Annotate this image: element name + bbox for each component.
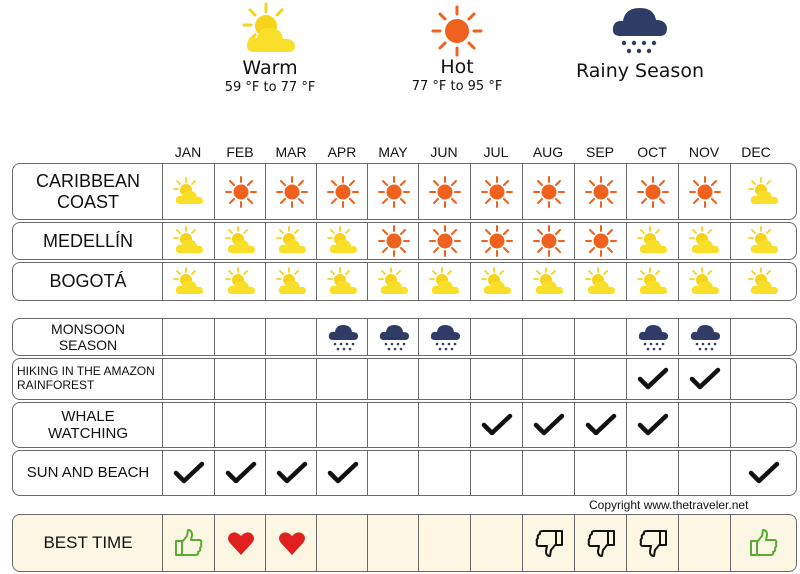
month-cell [470, 319, 522, 355]
hot-sun-icon [327, 176, 359, 208]
warm-icon [240, 2, 300, 58]
month-cell [367, 515, 419, 571]
month-cell [522, 164, 574, 219]
month-label: APR [327, 144, 357, 160]
month-cell [214, 319, 266, 355]
month-cell [316, 403, 368, 447]
rain-cloud-icon [689, 322, 721, 352]
month-cell [470, 164, 522, 219]
warm-sun-cloud-icon [688, 226, 722, 256]
hot-sun-icon [276, 176, 308, 208]
month-cell [367, 359, 419, 399]
month-cell [626, 263, 678, 300]
month-label: DEC [741, 144, 771, 160]
warm-sun-cloud-icon [172, 267, 206, 297]
hot-sun-icon [429, 176, 461, 208]
month-cell [265, 263, 317, 300]
checkmark-icon [481, 413, 513, 437]
month-cell [265, 359, 317, 399]
month-cell [522, 515, 574, 571]
month-cell [470, 451, 522, 495]
legend-rainy [555, 2, 725, 81]
month-cell [367, 403, 419, 447]
checkmark-icon [225, 461, 257, 485]
month-cell [316, 515, 368, 571]
hot-sun-icon [533, 225, 565, 257]
month-cell [470, 223, 522, 259]
activity-row [12, 318, 797, 356]
warm-sun-cloud-icon [532, 267, 566, 297]
month-cell [162, 403, 214, 447]
thumbs-down-icon [638, 528, 668, 558]
warm-sun-cloud-icon [377, 267, 411, 297]
month-cell [678, 223, 730, 259]
warm-sun-cloud-icon [275, 267, 309, 297]
month-cell [730, 359, 796, 399]
warm-sun-cloud-icon [636, 226, 670, 256]
warm-sun-cloud-icon [480, 267, 514, 297]
hot-sun-icon [585, 225, 617, 257]
month-cell [162, 359, 214, 399]
month-cell [316, 359, 368, 399]
checkmark-icon [327, 461, 359, 485]
month-cell [214, 359, 266, 399]
month-cell [265, 164, 317, 219]
row-label: BEST TIME [43, 533, 133, 553]
warm-sun-cloud-icon [224, 226, 258, 256]
hot-sun-icon [585, 176, 617, 208]
hot-sun-icon [481, 176, 513, 208]
month-cell [678, 263, 730, 300]
month-cell [418, 319, 470, 355]
warm-sun-cloud-icon [428, 267, 462, 297]
warm-sun-cloud-icon [224, 267, 258, 297]
weather-row [12, 222, 797, 260]
rain-cloud-icon [429, 322, 461, 352]
warm-sun-cloud-icon [326, 226, 360, 256]
hot-sun-icon [378, 176, 410, 208]
month-cell [214, 164, 266, 219]
month-cell [574, 359, 626, 399]
month-label: JUL [483, 144, 509, 160]
month-cell [418, 515, 470, 571]
legend-title: Warm [242, 57, 298, 79]
warm-sun-cloud-icon [275, 226, 309, 256]
month-cell [162, 223, 214, 259]
month-cell [574, 515, 626, 571]
month-cell [730, 164, 796, 219]
hot-sun-icon [225, 176, 257, 208]
month-cell [316, 451, 368, 495]
month-cell [522, 319, 574, 355]
legend-hot [397, 5, 517, 95]
warm-sun-cloud-icon [688, 267, 722, 297]
month-cell [316, 164, 368, 219]
month-cell [214, 223, 266, 259]
weather-row [12, 262, 797, 301]
warm-sun-cloud-icon [747, 267, 781, 297]
thumbs-up-icon [174, 528, 204, 558]
checkmark-icon [637, 413, 669, 437]
month-cell [162, 451, 214, 495]
month-cell [626, 359, 678, 399]
month-cell [162, 263, 214, 300]
month-cell [367, 319, 419, 355]
month-cell [574, 319, 626, 355]
month-cell [626, 164, 678, 219]
month-cell [522, 359, 574, 399]
month-cell [730, 319, 796, 355]
month-cell [678, 451, 730, 495]
hot-icon [429, 5, 485, 57]
month-cell [730, 515, 796, 571]
month-cell [367, 263, 419, 300]
month-cell [265, 319, 317, 355]
month-cell [730, 403, 796, 447]
month-cell [678, 164, 730, 219]
activity-row [12, 402, 797, 448]
month-cell [418, 223, 470, 259]
warm-sun-cloud-icon [636, 267, 670, 297]
hot-sun-icon [533, 176, 565, 208]
row-label: MEDELLÍN [42, 230, 134, 251]
month-cell [626, 319, 678, 355]
rain-cloud-icon [327, 322, 359, 352]
warm-sun-cloud-icon [747, 177, 781, 207]
month-label: JUN [430, 144, 458, 160]
month-cell [522, 403, 574, 447]
month-cell [678, 403, 730, 447]
hot-sun-icon [429, 225, 461, 257]
month-cell [730, 451, 796, 495]
month-cell [316, 263, 368, 300]
month-cell [316, 223, 368, 259]
checkmark-icon [637, 367, 669, 391]
month-cell [367, 164, 419, 219]
hot-sun-icon [378, 225, 410, 257]
month-label: SEP [585, 144, 614, 160]
row-label: MONSOON SEASON [51, 320, 125, 353]
month-cell [470, 403, 522, 447]
month-cell [265, 515, 317, 571]
legend-title: Rainy Season [576, 60, 704, 82]
month-label: JAN [174, 144, 202, 160]
row-label: BOGOTÁ [49, 271, 127, 292]
month-cell [470, 515, 522, 571]
month-label: MAY [378, 144, 408, 160]
best-time-row [12, 514, 797, 572]
month-cell [162, 164, 214, 219]
month-cell [316, 319, 368, 355]
warm-sun-cloud-icon [172, 177, 206, 207]
thumbs-down-icon [586, 528, 616, 558]
row-label: HIKING IN THE AMAZON RAINFOREST [17, 364, 155, 392]
month-label: FEB [226, 144, 254, 160]
row-label: WHALE WATCHING [48, 407, 129, 442]
rainy-icon [610, 2, 670, 58]
month-cell [574, 263, 626, 300]
month-cell [418, 403, 470, 447]
month-label: MAR [275, 144, 307, 160]
month-cell [574, 164, 626, 219]
activity-row [12, 450, 797, 496]
thumbs-up-icon [749, 528, 779, 558]
month-cell [522, 263, 574, 300]
month-cell [626, 403, 678, 447]
month-cell [418, 359, 470, 399]
checkmark-icon [689, 367, 721, 391]
row-label: CARIBBEAN COAST [35, 170, 141, 212]
month-label: NOV [688, 144, 720, 160]
month-cell [367, 223, 419, 259]
month-label: OCT [637, 144, 667, 160]
rain-cloud-icon [637, 322, 669, 352]
checkmark-icon [276, 461, 308, 485]
month-cell [574, 223, 626, 259]
checkmark-icon [585, 413, 617, 437]
copyright-text: Copyright www.thetraveler.net [589, 498, 749, 512]
hot-sun-icon [689, 176, 721, 208]
month-cell [418, 164, 470, 219]
legend-range: 59 °F to 77 °F [224, 80, 316, 95]
checkmark-icon [173, 461, 205, 485]
month-cell [418, 451, 470, 495]
month-cell [522, 223, 574, 259]
month-cell [574, 451, 626, 495]
month-cell [418, 263, 470, 300]
month-cell [214, 403, 266, 447]
warm-sun-cloud-icon [326, 267, 360, 297]
month-cell [470, 263, 522, 300]
month-cell [265, 403, 317, 447]
month-cell [522, 451, 574, 495]
month-header [163, 144, 793, 164]
rain-cloud-icon [378, 322, 410, 352]
month-cell [367, 451, 419, 495]
warm-sun-cloud-icon [172, 226, 206, 256]
month-cell [162, 319, 214, 355]
heart-icon [227, 530, 255, 556]
month-cell [626, 515, 678, 571]
month-cell [626, 223, 678, 259]
legend-range: 77 °F to 95 °F [411, 79, 503, 94]
weather-row [12, 163, 797, 220]
month-cell [730, 223, 796, 259]
month-cell [678, 319, 730, 355]
warm-sun-cloud-icon [584, 267, 618, 297]
month-cell [265, 223, 317, 259]
month-cell [214, 451, 266, 495]
activity-row [12, 358, 797, 400]
row-label: SUN AND BEACH [26, 464, 150, 482]
month-cell [730, 263, 796, 300]
month-cell [470, 359, 522, 399]
legend-warm [210, 2, 330, 96]
month-cell [626, 451, 678, 495]
month-cell [214, 263, 266, 300]
checkmark-icon [533, 413, 565, 437]
month-cell [574, 403, 626, 447]
heart-icon [278, 530, 306, 556]
thumbs-down-icon [534, 528, 564, 558]
month-cell [214, 515, 266, 571]
month-cell [678, 515, 730, 571]
month-cell [162, 515, 214, 571]
warm-sun-cloud-icon [747, 226, 781, 256]
hot-sun-icon [481, 225, 513, 257]
hot-sun-icon [637, 176, 669, 208]
month-cell [678, 359, 730, 399]
month-label: AUG [532, 144, 564, 160]
legend-title: Hot [440, 56, 474, 78]
month-cell [265, 451, 317, 495]
checkmark-icon [748, 461, 780, 485]
